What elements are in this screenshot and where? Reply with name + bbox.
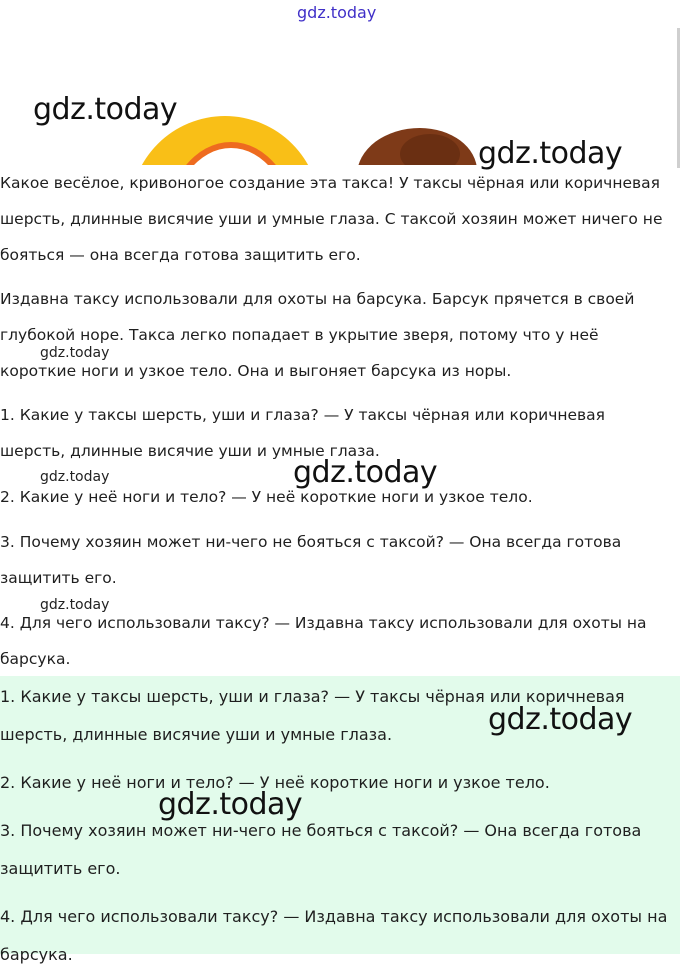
- question-3: 3. Почему хозяин может ни-чего не бояться с таксой? — Она всегда готова защитить его.: [0, 533, 622, 587]
- question-2: 2. Какие у неё ноги и тело? — У неё короткие ноги и узкое тело.: [0, 488, 533, 506]
- answer-block: [0, 676, 680, 964]
- paragraph-history: Издавна таксу использовали для охоты на барсука. Барсук прячется в своей глубокой норе. Такса легко попадает в укрытие зверя, потому что у неё короткие ноги и узкое тело. Она и выгоняет барсука из норы.: [0, 290, 635, 380]
- watermark-5: gdz.today: [293, 455, 438, 490]
- watermark-1: gdz.today: [33, 92, 178, 127]
- watermark-8: gdz.today: [158, 787, 303, 822]
- question-4: 4. Для чего использовали таксу? — Издавна таксу использовали для охоты на барсука.: [0, 614, 647, 668]
- watermark-3: gdz.today: [40, 345, 110, 361]
- answer-3: 3. Почему хозяин может ни-чего не бояться с таксой? — Она всегда готова защитить его.: [0, 821, 642, 878]
- watermark-7: gdz.today: [488, 702, 633, 737]
- answer-2: 2. Какие у неё ноги и тело? — У неё короткие ноги и узкое тело.: [0, 773, 550, 792]
- watermark-4: gdz.today: [40, 469, 110, 485]
- question-1: 1. Какие у таксы шерсть, уши и глаза? — У таксы чёрная или коричневая шерсть, длинные висячие уши и умные глаза.: [0, 406, 606, 460]
- watermark-top: gdz.today: [297, 3, 377, 22]
- answer-1: 1. Какие у таксы шерсть, уши и глаза? — У таксы чёрная или коричневая шерсть, длинные висячие уши и умные глаза.: [0, 687, 625, 744]
- watermark-6: gdz.today: [40, 597, 110, 613]
- watermark-2: gdz.today: [478, 136, 623, 171]
- answer-4: 4. Для чего использовали таксу? — Издавна таксу использовали для охоты на барсука.: [0, 907, 668, 964]
- paragraph-intro: Какое весёлое, кривоногое создание эта такса! У таксы чёрная или коричневая шерсть, длинные висячие уши и умные глаза. С таксой хозяин может ничего не бояться — она всегда готова защитить его.: [0, 174, 663, 264]
